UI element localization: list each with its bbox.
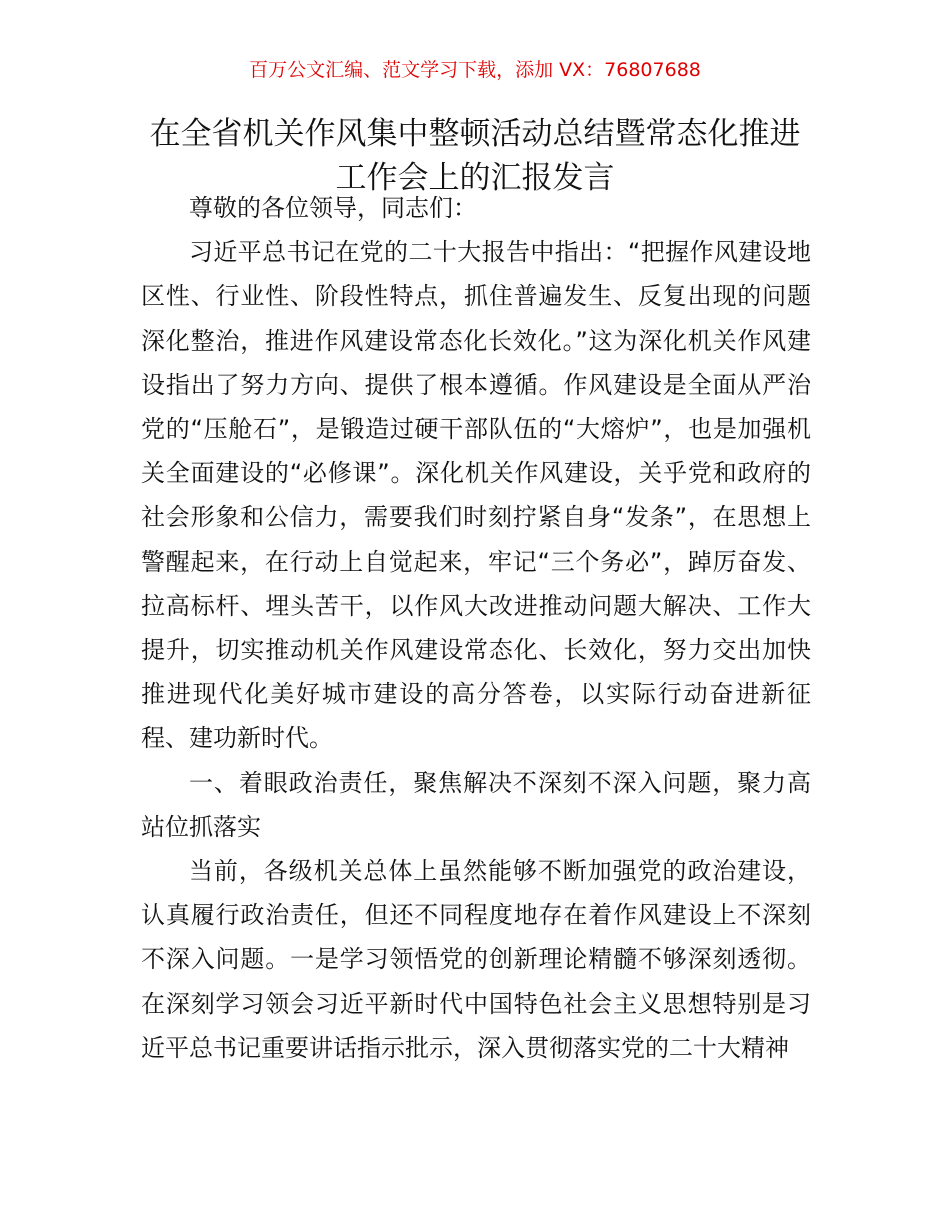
section-heading: 一、着眼政治责任，聚焦解决不深刻不深入问题，聚力高站位抓落实 bbox=[141, 768, 811, 841]
document-title: 在全省机关作风集中整顿活动总结暨常态化推进工作会上的汇报发言 bbox=[149, 116, 801, 196]
salutation: 尊敬的各位领导，同志们： bbox=[189, 194, 477, 222]
document-body bbox=[141, 186, 811, 1070]
header-note: 百万公文汇编、范文学习下载，添加 VX：76807688 bbox=[249, 59, 701, 81]
paragraph: 当前，各级机关总体上虽然能够不断加强党的政治建设，认真履行政治责任，但还不同程度地存在着作风建设上不深刻不深入问题。一是学习领悟党的创新理论精髓不够深刻透彻。在深刻学习领会习近平新时代中国特色社会主义思想特别是习近平总书记重要讲话指示批示，深入贯彻落实党的二十大精神 bbox=[141, 857, 811, 1062]
paragraph: 习近平总书记在党的二十大报告中指出：“把握作风建设地区性、行业性、阶段性特点，抓住普遍发生、反复出现的问题深化整治，推进作风建设常态化长效化。”这为深化机关作风建设指出了努力方向、提供了根本遵循。作风建设是全面从严治党的“压舱石”，是锻造过硬干部队伍的“大熔炉”，也是加强机关全面建设的“必修课”。深化机关作风建设，关乎党和政府的社会形象和公信力，需要我们时刻拧紧自身“发条”，在思想上警醒起来，在行动上自觉起来，牢记“三个务必”，踔厉奋发、拉高标杆、埋头苦干，以作风大改进推动问题大解决、工作大提升，切实推动机关作风建设常态化、长效化，努力交出加快推进现代化美好城市建设的高分答卷，以实际行动奋进新征程、建功新时代。 bbox=[141, 238, 811, 753]
